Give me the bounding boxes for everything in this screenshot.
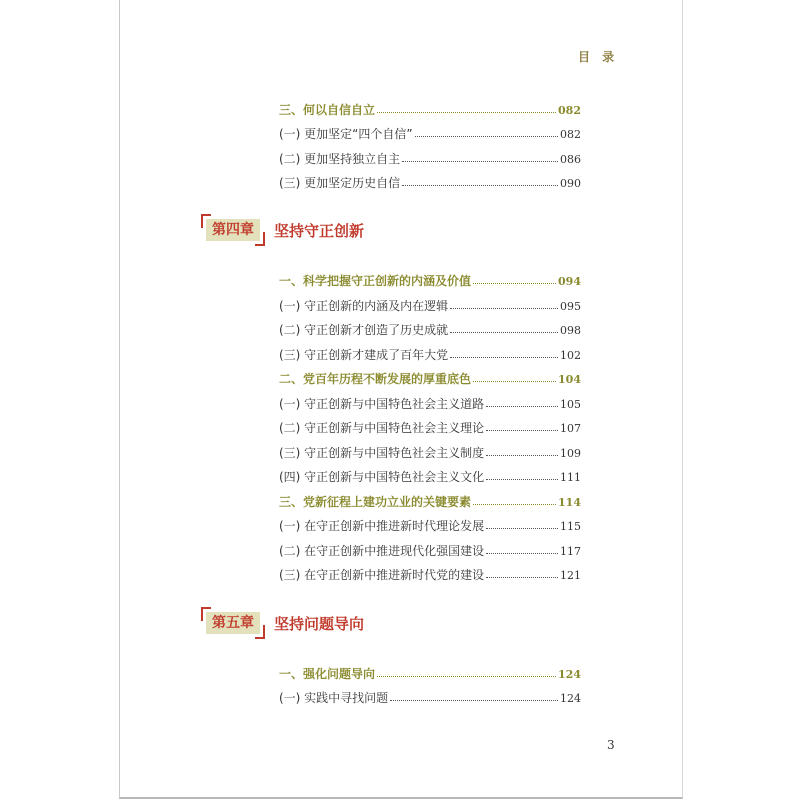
toc-subsection-entry [279,145,581,165]
dot-leader [486,455,558,456]
toc-section-entry [279,96,581,116]
chapter-label: 第五章 [206,612,260,634]
page-number: 3 [607,738,615,752]
toc-section-entry [279,365,581,385]
toc-entry-text: (二) 守正创新才创造了历史成就 [279,323,449,337]
toc-entry-text: (三) 守正创新才建成了百年大党 [279,348,449,362]
toc-entry-page: 121 [560,569,581,582]
dot-leader [473,283,556,284]
toc-entry-text: 三、何以自信自立 [279,103,376,117]
toc-entry-page: 104 [558,373,581,386]
toc-section-entry [279,488,581,508]
toc-entry-text: (二) 守正创新与中国特色社会主义理论 [279,421,485,435]
toc-entry-page: 124 [558,668,581,681]
toc-subsection-entry [279,390,581,410]
toc-entry-page: 090 [560,177,581,190]
toc-entry-page: 102 [560,349,581,362]
toc-entry-text: (一) 实践中寻找问题 [279,691,389,705]
toc-subsection-entry [279,341,581,361]
chapter-label: 第四章 [206,219,260,241]
toc-entry-page: 107 [560,422,581,435]
toc-subsection-entry [279,414,581,434]
dot-leader [486,406,558,407]
toc-entry-page: 111 [560,471,581,484]
toc-entry-page: 124 [560,692,581,705]
toc-subsection-entry [279,292,581,312]
dot-leader [486,528,558,529]
toc-subsection-entry [279,439,581,459]
chapter-heading [206,611,364,635]
book-page [119,0,683,799]
dot-leader [473,504,556,505]
toc-entry-page: 114 [558,496,581,509]
toc-entry-text: (一) 在守正创新中推进新时代理论发展 [279,519,485,533]
dot-leader [486,577,558,578]
toc-entry-page: 086 [560,153,581,166]
dot-leader [486,430,558,431]
dot-leader [390,700,558,701]
toc-entry-page: 095 [560,300,581,313]
toc-entry-text: 二、党百年历程不断发展的厚重底色 [279,372,472,386]
toc-subsection-entry [279,537,581,557]
toc-entry-text: 三、党新征程上建功立业的关键要素 [279,495,472,509]
toc-entry-text: (三) 在守正创新中推进新时代党的建设 [279,568,485,582]
toc-subsection-entry [279,169,581,189]
toc-entry-page: 115 [560,520,581,533]
toc-subsection-entry [279,561,581,581]
dot-leader [377,112,556,113]
toc-entry-text: (一) 守正创新的内涵及内在逻辑 [279,299,449,313]
dot-leader [402,185,558,186]
toc-entry-text: 一、强化问题导向 [279,667,376,681]
toc-entry-text: (一) 更加坚定“四个自信” [279,127,413,141]
toc-entry-text: 一、科学把握守正创新的内涵及价值 [279,274,472,288]
toc-entry-page: 082 [558,104,581,117]
chapter-heading [206,218,364,242]
toc-entry-page: 082 [560,128,581,141]
toc-entry-text: (三) 守正创新与中国特色社会主义制度 [279,446,485,460]
toc-subsection-entry [279,512,581,532]
toc-subsection-entry [279,316,581,336]
toc-section-entry [279,267,581,287]
dot-leader [402,161,558,162]
toc-entry-page: 105 [560,398,581,411]
toc-entry-text: (一) 守正创新与中国特色社会主义道路 [279,397,485,411]
dot-leader [450,308,558,309]
dot-leader [415,136,558,137]
toc-entry-page: 117 [560,545,581,558]
dot-leader [473,381,556,382]
dot-leader [377,676,556,677]
toc-subsection-entry [279,120,581,140]
toc-entry-text: (二) 在守正创新中推进现代化强国建设 [279,544,485,558]
toc-entry-page: 098 [560,324,581,337]
dot-leader [450,332,558,333]
toc-entry-page: 109 [560,447,581,460]
dot-leader [486,479,558,480]
toc-section-entry [279,660,581,680]
chapter-title: 坚持守正创新 [274,221,365,240]
toc-subsection-entry [279,463,581,483]
toc-entry-page: 094 [558,275,581,288]
running-header: 目 录 [578,50,619,64]
toc-entry-text: (二) 更加坚持独立自主 [279,152,401,166]
toc-entry-text: (三) 更加坚定历史自信 [279,176,401,190]
toc-entry-text: (四) 守正创新与中国特色社会主义文化 [279,470,485,484]
dot-leader [450,357,558,358]
toc-subsection-entry [279,684,581,704]
dot-leader [486,553,558,554]
chapter-title: 坚持问题导向 [274,614,365,633]
